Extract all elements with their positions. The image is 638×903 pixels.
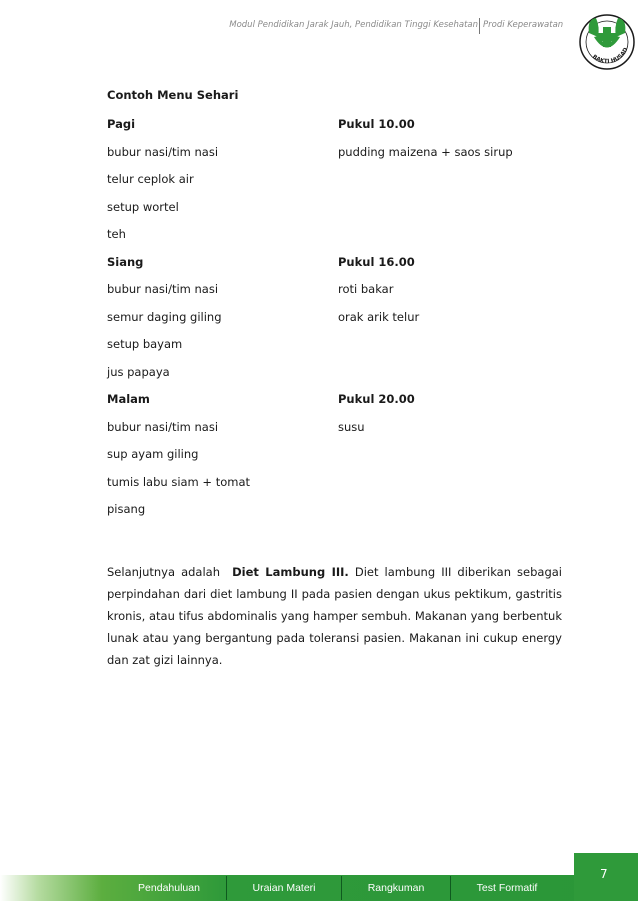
program-name: Prodi Keperawatan — [483, 20, 564, 30]
menu-item: bubur nasi/tim nasi — [107, 282, 219, 296]
footer-tab-rangkuman[interactable]: Rangkuman — [367, 882, 425, 894]
paragraph-body: Diet lambung III diberikan sebagai perpindahan dari diet lambung II pada pasien dengan ukus pektikum, gastritis kronis, atau tifus abdominalis yang hamper sembuh. Makanan yang berbentuk lunak atau yang bergantung pada toleransi pasien. Makanan ini cukup energy dan zat gizi lainnya. — [107, 565, 562, 667]
menu-row — [107, 310, 565, 326]
menu-row — [107, 447, 565, 463]
menu-item: tumis labu siam + tomat — [107, 474, 251, 489]
menu-item: sup ayam giling — [107, 447, 199, 461]
snack-item: susu — [338, 419, 365, 434]
snack-item: orak arik telur — [338, 309, 420, 324]
meal-name: Pagi — [107, 117, 136, 131]
menu-item: bubur nasi/tim nasi — [107, 419, 219, 434]
meal-heading-row — [107, 117, 565, 133]
menu-row — [107, 337, 565, 353]
paragraph-highlight: Diet Lambung III. — [232, 565, 349, 579]
meal-heading-row — [107, 255, 565, 271]
footer-tab-pendahuluan[interactable]: Pendahuluan — [138, 882, 200, 894]
footer-tab-uraian-materi[interactable]: Uraian Materi — [252, 882, 316, 894]
menu-item: telur ceplok air — [107, 172, 194, 186]
menu-row — [107, 502, 565, 518]
snack-item: pudding maizena + saos sirup — [338, 144, 513, 159]
menu-row — [107, 145, 565, 161]
menu-row — [107, 282, 565, 298]
footer-tab-test-formatif[interactable]: Test Formatif — [476, 882, 538, 894]
logo-text: BAKTI HUSAD — [591, 46, 630, 65]
header-separator — [479, 18, 480, 34]
menu-item: setup wortel — [107, 199, 179, 214]
meal-heading-row — [107, 392, 565, 408]
menu-row — [107, 420, 565, 436]
body-paragraph — [107, 561, 562, 671]
menu-row — [107, 365, 565, 381]
menu-item: pisang — [107, 502, 146, 516]
bakti-husada-logo — [576, 6, 638, 76]
menu-item: jus papaya — [107, 364, 170, 379]
snack-item: roti bakar — [338, 282, 394, 296]
menu-item: teh — [107, 227, 126, 241]
page-number-box — [574, 853, 638, 901]
menu-row — [107, 172, 565, 188]
running-header — [0, 20, 638, 34]
meal-time: Pukul 10.00 — [338, 117, 415, 131]
menu-item: setup bayam — [107, 337, 183, 351]
menu-item: bubur nasi/tim nasi — [107, 144, 219, 159]
menu-row — [107, 475, 565, 491]
menu-row — [107, 200, 565, 216]
meal-name: Malam — [107, 392, 150, 406]
meal-time: Pukul 16.00 — [338, 254, 415, 269]
menu-title: Contoh Menu Sehari — [107, 88, 239, 102]
menu-item: semur daging giling — [107, 309, 222, 324]
paragraph-intro: Selanjutnya adalah — [107, 565, 227, 579]
menu-row — [107, 227, 565, 243]
meal-time: Pukul 20.00 — [338, 392, 415, 406]
page-number: 7 — [600, 867, 608, 881]
module-title: Modul Pendidikan Jarak Jauh, Pendidikan Tinggi Kesehatan — [229, 20, 478, 30]
meal-name: Siang — [107, 254, 144, 269]
